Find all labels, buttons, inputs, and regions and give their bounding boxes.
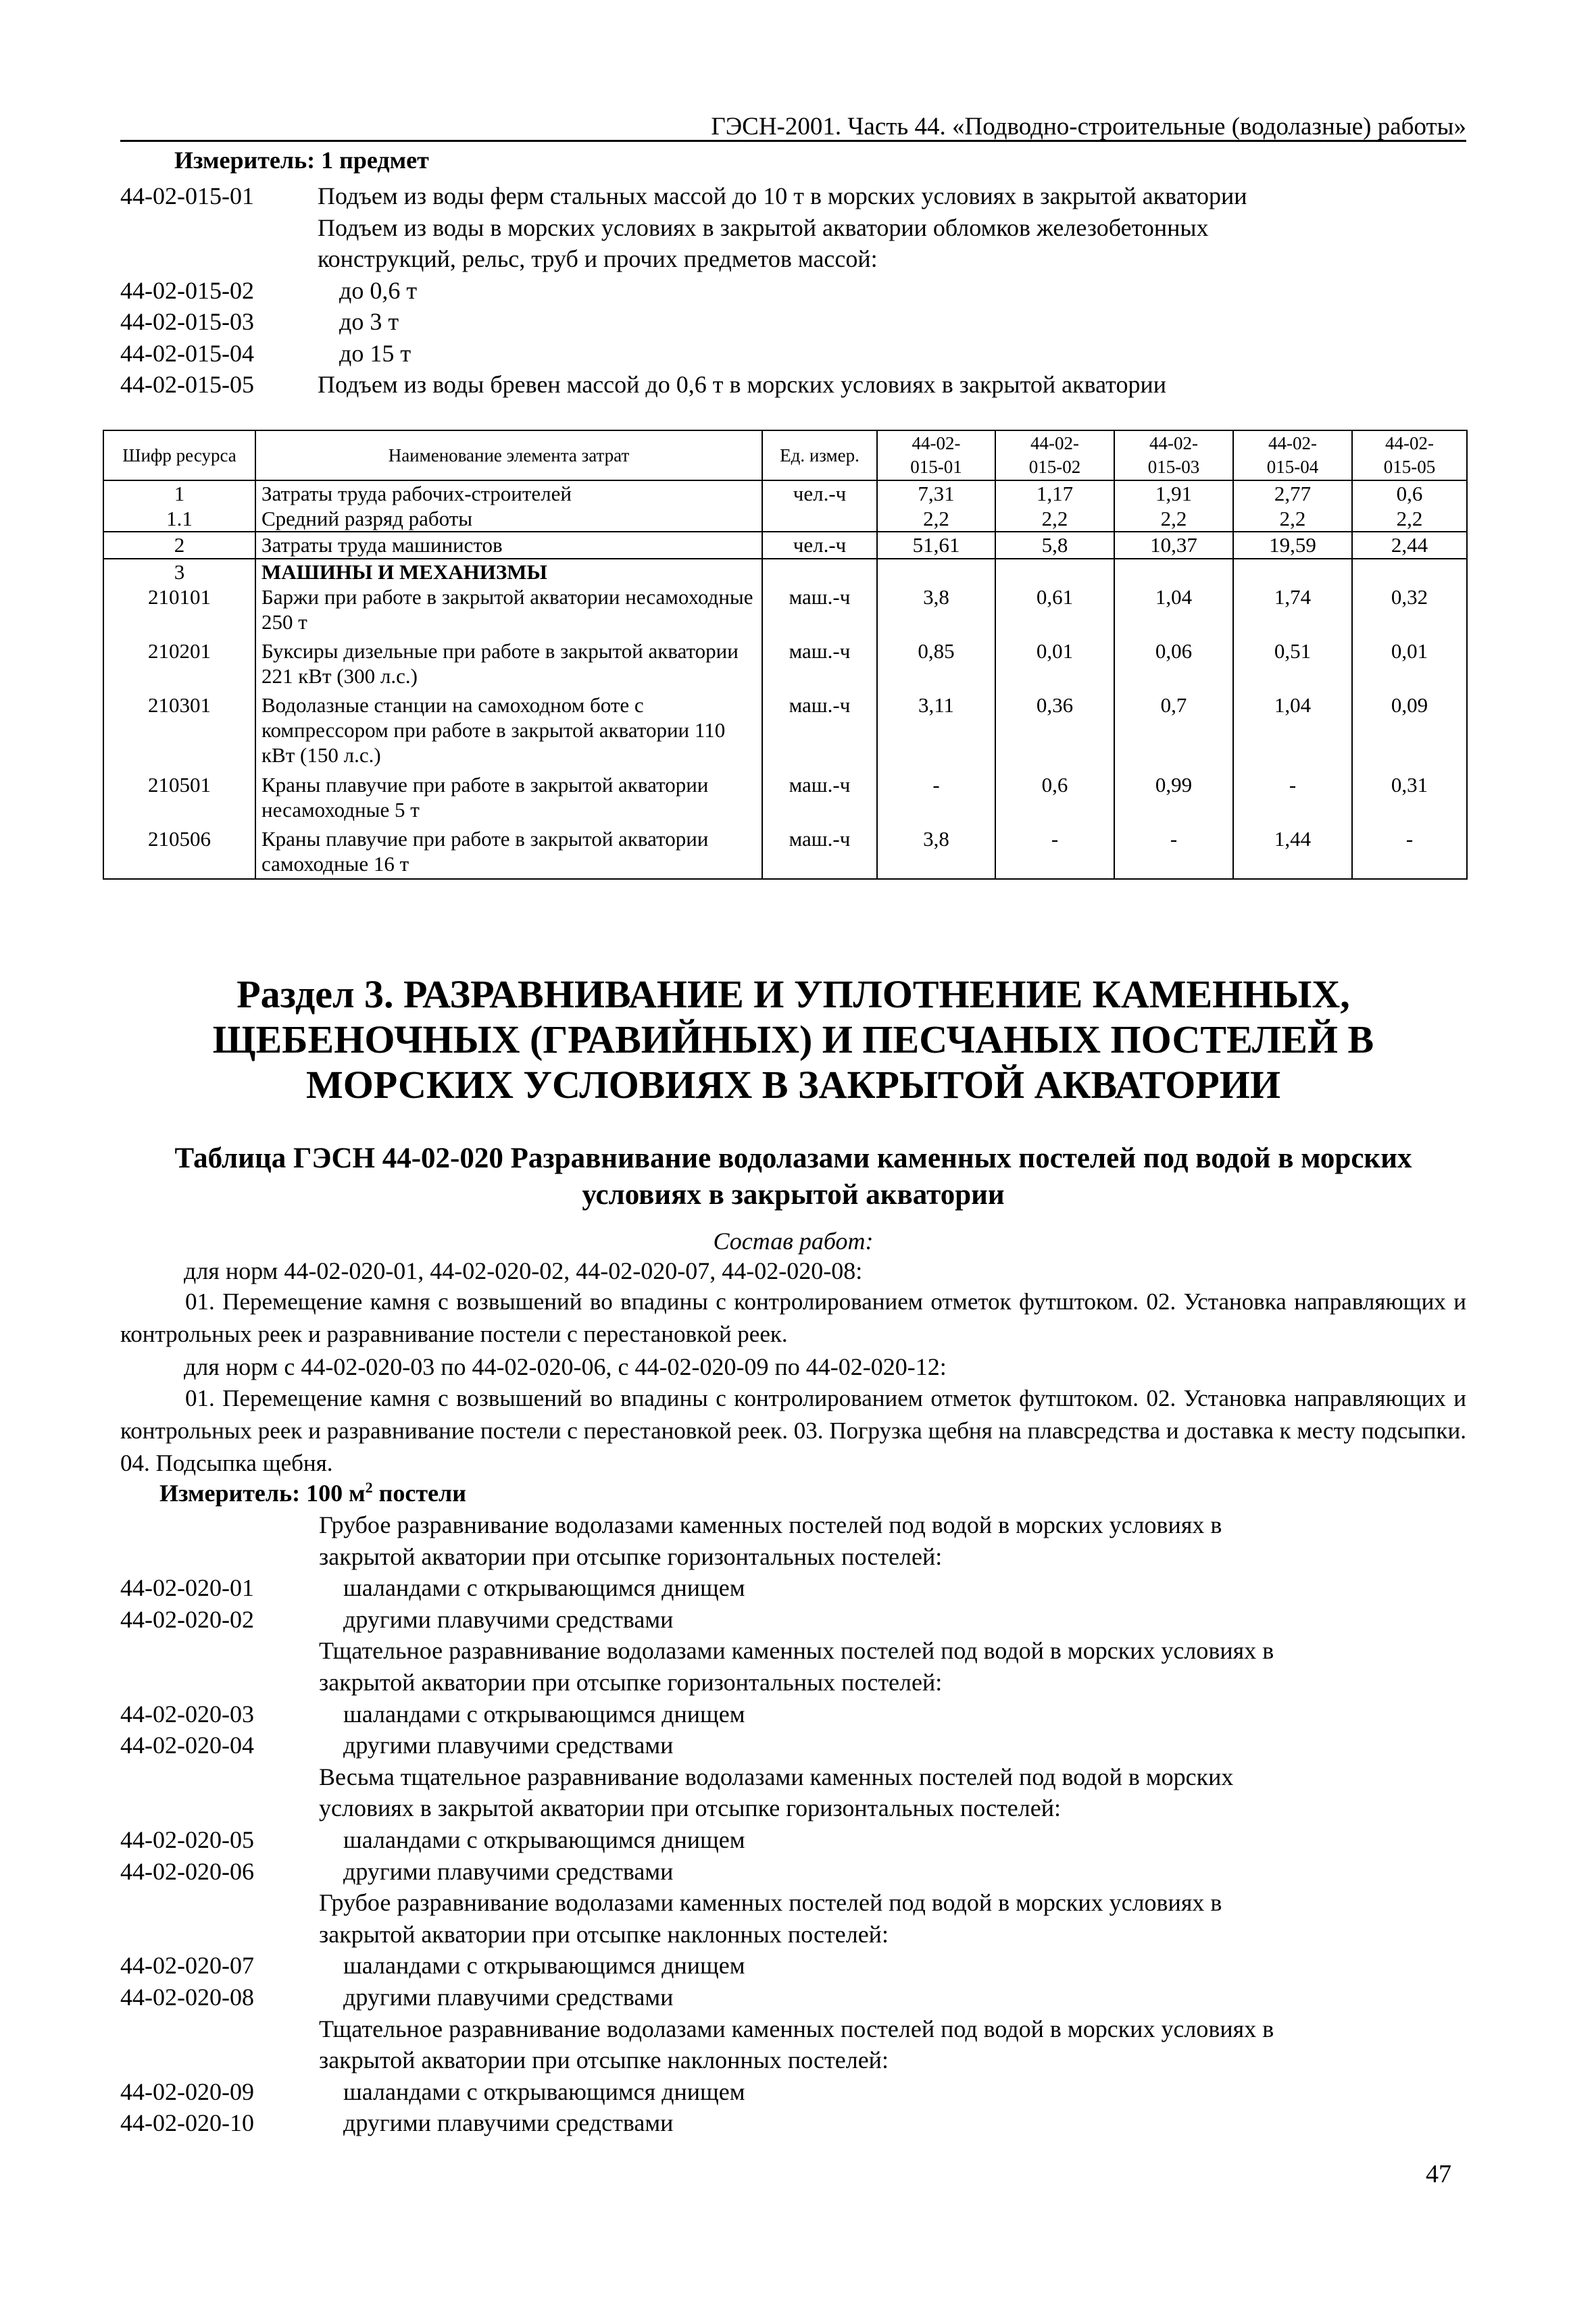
cell-value: 1,04 — [1233, 693, 1352, 772]
cell-value: - — [1352, 826, 1467, 879]
cell-name: Краны плавучие при работе в закрытой акватории самоходные 16 т — [255, 826, 762, 879]
cell-code: 2 — [103, 532, 255, 559]
measure-suffix: постели — [372, 1480, 466, 1507]
cell-value — [1352, 559, 1467, 584]
cell-name: Средний разряд работы — [255, 506, 762, 532]
cell-unit: чел.-ч — [762, 480, 877, 506]
cell-unit: чел.-ч — [762, 532, 877, 559]
cell-code: 1 — [103, 480, 255, 506]
cell-name: Затраты труда машинистов — [255, 532, 762, 559]
norm-description: Грубое разравнивание водолазами каменных постелей под водой в морских условиях в — [319, 1889, 1222, 1917]
norm-description: Весьма тщательное разравнивание водолазами каменных постелей под водой в морских — [319, 1763, 1234, 1790]
cell-value: 2,2 — [1352, 506, 1467, 532]
work-text-2: 01. Перемещение камня с возвышений во впадины с контролированием отметок футштоком. 02. Установка направляющих и контрольных реек и разравнивание постели с перестановкой реек. 03. Погрузка щебня на плавсредства и доставка к месту подсыпки. 04. Подсыпка щебня. — [120, 1385, 1466, 1476]
measure-label-2 — [159, 1479, 466, 1507]
norm-description: другими плавучими средствами — [343, 1857, 674, 1885]
cell-value: 19,59 — [1233, 532, 1352, 559]
cell-value: 0,06 — [1114, 638, 1233, 693]
header-unit: Ед. измер. — [762, 430, 877, 480]
cell-value: 51,61 — [877, 532, 995, 559]
cell-value: 2,77 — [1233, 480, 1352, 506]
cell-value: 0,36 — [995, 693, 1114, 772]
header-code: Шифр ресурса — [103, 430, 255, 480]
measure-label: Измеритель: 1 предмет — [174, 147, 429, 174]
cell-value: 0,01 — [1352, 638, 1467, 693]
norm-description: условиях в закрытой акватории при отсыпке горизонтальных постелей: — [319, 1794, 1061, 1822]
header-norm-05: 44-02- 015-05 — [1352, 430, 1467, 480]
cell-value: 0,7 — [1114, 693, 1233, 772]
norm-description: до 15 т — [339, 339, 412, 367]
table-title: Таблица ГЭСН 44-02-020 Разравнивание водолазами каменных постелей под водой в морских условиях в закрытой акватории — [174, 1142, 1412, 1211]
resource-table — [103, 430, 1468, 880]
cell-value: 0,61 — [995, 584, 1114, 638]
cell-value: 0,51 — [1233, 638, 1352, 693]
norm-code: 44-02-020-03 — [120, 1700, 254, 1728]
norm-description: Подъем из воды ферм стальных массой до 10 т в морских условиях в закрытой акватории — [318, 182, 1247, 209]
cell-code: 210201 — [103, 638, 255, 693]
cell-value: - — [877, 772, 995, 826]
cell-code: 1.1 — [103, 506, 255, 532]
cell-value — [1114, 559, 1233, 584]
norm-description: шаландами с открывающимся днищем — [343, 1826, 745, 1853]
cell-value: 0,85 — [877, 638, 995, 693]
measure-sup: 2 — [365, 1479, 373, 1496]
running-header: ГЭСН-2001. Часть 44. «Подводно-строительные (водолазные) работы» — [711, 113, 1466, 141]
cell-name: МАШИНЫ И МЕХАНИЗМЫ — [255, 559, 762, 584]
cell-value: 1,74 — [1233, 584, 1352, 638]
cell-name: Краны плавучие при работе в закрытой акватории несамоходные 5 т — [255, 772, 762, 826]
header-rule — [120, 140, 1466, 142]
norm-description: закрытой акватории при отсыпке горизонтальных постелей: — [319, 1669, 943, 1696]
table-header-row — [103, 430, 1467, 480]
cell-value: - — [1233, 772, 1352, 826]
norm-code: 44-02-015-01 — [120, 182, 254, 209]
cell-value: 3,8 — [877, 826, 995, 879]
norm-code: 44-02-015-02 — [120, 276, 254, 304]
norm-description: Тщательное разравнивание водолазами каменных постелей под водой в морских условиях в — [319, 1637, 1274, 1665]
norm-code: 44-02-020-08 — [120, 1984, 254, 2011]
cell-value: 3,8 — [877, 584, 995, 638]
cell-value: 0,09 — [1352, 693, 1467, 772]
cell-unit: маш.-ч — [762, 772, 877, 826]
header-norm-03: 44-02- 015-03 — [1114, 430, 1233, 480]
table-row — [103, 638, 1467, 693]
cell-value: 3,11 — [877, 693, 995, 772]
cell-unit — [762, 559, 877, 584]
table-row — [103, 506, 1467, 532]
cell-value: - — [1114, 826, 1233, 879]
section-title: Раздел 3. РАЗРАВНИВАНИЕ И УПЛОТНЕНИЕ КАМЕННЫХ, ЩЕБЕНОЧНЫХ (ГРАВИЙНЫХ) И ПЕСЧАНЫХ ПОСТЕЛЕЙ В МОРСКИХ УСЛОВИЯХ В ЗАКРЫТОЙ АКВАТОРИИ — [212, 972, 1374, 1107]
cell-value: 0,99 — [1114, 772, 1233, 826]
cell-value: 1,17 — [995, 480, 1114, 506]
norm-description: Подъем из воды бревен массой до 0,6 т в морских условиях в закрытой акватории — [318, 371, 1166, 398]
cell-value: 2,2 — [995, 506, 1114, 532]
norm-description: до 3 т — [339, 308, 399, 335]
header-norm-04: 44-02- 015-04 — [1233, 430, 1352, 480]
cell-value: 2,2 — [1114, 506, 1233, 532]
table-row — [103, 584, 1467, 638]
norm-description: другими плавучими средствами — [343, 1732, 674, 1759]
cell-code: 210301 — [103, 693, 255, 772]
cell-unit: маш.-ч — [762, 584, 877, 638]
page-number: 47 — [1426, 2160, 1451, 2188]
table-row — [103, 772, 1467, 826]
cell-value: 10,37 — [1114, 532, 1233, 559]
cell-value: 1,44 — [1233, 826, 1352, 879]
cell-name: Затраты труда рабочих-строителей — [255, 480, 762, 506]
header-norm-01: 44-02- 015-01 — [877, 430, 995, 480]
table-row — [103, 532, 1467, 559]
work-heading: Состав работ: — [713, 1228, 874, 1255]
norm-description: Грубое разравнивание водолазами каменных постелей под водой в морских условиях в — [319, 1511, 1222, 1538]
norm-description: Подъем из воды в морских условиях в закрытой акватории обломков железобетонных — [318, 213, 1209, 241]
norm-description: другими плавучими средствами — [343, 2109, 674, 2137]
norm-code: 44-02-020-07 — [120, 1952, 254, 1980]
norm-description: до 0,6 т — [339, 276, 418, 304]
cell-value: 2,2 — [1233, 506, 1352, 532]
work-norms-2: для норм с 44-02-020-03 по 44-02-020-06, с 44-02-020-09 по 44-02-020-12: — [184, 1353, 947, 1380]
cell-value: 5,8 — [995, 532, 1114, 559]
cell-value — [877, 559, 995, 584]
norm-code: 44-02-015-03 — [120, 308, 254, 335]
norm-description: закрытой акватории при отсыпке наклонных постелей: — [319, 1920, 889, 1948]
header-name: Наименование элемента затрат — [255, 430, 762, 480]
cell-value — [995, 559, 1114, 584]
table-row — [103, 693, 1467, 772]
cell-value: 1,04 — [1114, 584, 1233, 638]
cell-value: 0,6 — [1352, 480, 1467, 506]
cell-name: Баржи при работе в закрытой акватории несамоходные 250 т — [255, 584, 762, 638]
norm-description: другими плавучими средствами — [343, 1605, 674, 1633]
norm-code: 44-02-020-06 — [120, 1857, 254, 1885]
norm-description: другими плавучими средствами — [343, 1984, 674, 2011]
work-text-1: 01. Перемещение камня с возвышений во впадины с контролированием отметок футштоком. 02. Установка направляющих и контрольных реек и разравнивание постели с перестановкой реек. — [120, 1288, 1466, 1347]
cell-unit: маш.-ч — [762, 693, 877, 772]
cell-value: 0,32 — [1352, 584, 1467, 638]
cell-value: - — [995, 826, 1114, 879]
cell-name: Буксиры дизельные при работе в закрытой акватории 221 кВт (300 л.с.) — [255, 638, 762, 693]
cell-code: 210101 — [103, 584, 255, 638]
cell-value: 2,2 — [877, 506, 995, 532]
norm-code: 44-02-015-05 — [120, 371, 254, 398]
norm-code: 44-02-020-09 — [120, 2078, 254, 2105]
cell-value — [1233, 559, 1352, 584]
norm-description: шаландами с открывающимся днищем — [343, 1700, 745, 1728]
cell-value: 1,91 — [1114, 480, 1233, 506]
norm-code: 44-02-020-04 — [120, 1732, 254, 1759]
norm-description: шаландами с открывающимся днищем — [343, 1574, 745, 1602]
cell-code: 210506 — [103, 826, 255, 879]
cell-code: 210501 — [103, 772, 255, 826]
cell-value: 7,31 — [877, 480, 995, 506]
table-row — [103, 480, 1467, 506]
norm-description: конструкций, рельс, труб и прочих предметов массой: — [318, 245, 878, 272]
cell-name: Водолазные станции на самоходном боте с компрессором при работе в закрытой акватории 110 кВт (150 л.с.) — [255, 693, 762, 772]
norm-code: 44-02-020-05 — [120, 1826, 254, 1853]
cell-value: 0,01 — [995, 638, 1114, 693]
header-norm-02: 44-02- 015-02 — [995, 430, 1114, 480]
cell-code: 3 — [103, 559, 255, 584]
cell-unit: маш.-ч — [762, 826, 877, 879]
norm-code: 44-02-020-10 — [120, 2109, 254, 2137]
norm-description: шаландами с открывающимся днищем — [343, 1952, 745, 1980]
work-norms-1: для норм 44-02-020-01, 44-02-020-02, 44-02-020-07, 44-02-020-08: — [184, 1257, 863, 1284]
cell-value: 2,44 — [1352, 532, 1467, 559]
norm-code: 44-02-015-04 — [120, 339, 254, 367]
norm-code: 44-02-020-01 — [120, 1574, 254, 1602]
cell-unit — [762, 506, 877, 532]
norm-description: Тщательное разравнивание водолазами каменных постелей под водой в морских условиях в — [319, 2015, 1274, 2042]
cell-value: 0,31 — [1352, 772, 1467, 826]
table-row — [103, 559, 1467, 584]
cell-unit: маш.-ч — [762, 638, 877, 693]
norm-code: 44-02-020-02 — [120, 1605, 254, 1633]
cell-value: 0,6 — [995, 772, 1114, 826]
norm-description: закрытой акватории при отсыпке горизонтальных постелей: — [319, 1542, 943, 1570]
norm-description: шаландами с открывающимся днищем — [343, 2078, 745, 2105]
measure-prefix: Измеритель: 100 м — [159, 1480, 366, 1507]
table-row — [103, 826, 1467, 879]
norm-description: закрытой акватории при отсыпке наклонных постелей: — [319, 2046, 889, 2074]
